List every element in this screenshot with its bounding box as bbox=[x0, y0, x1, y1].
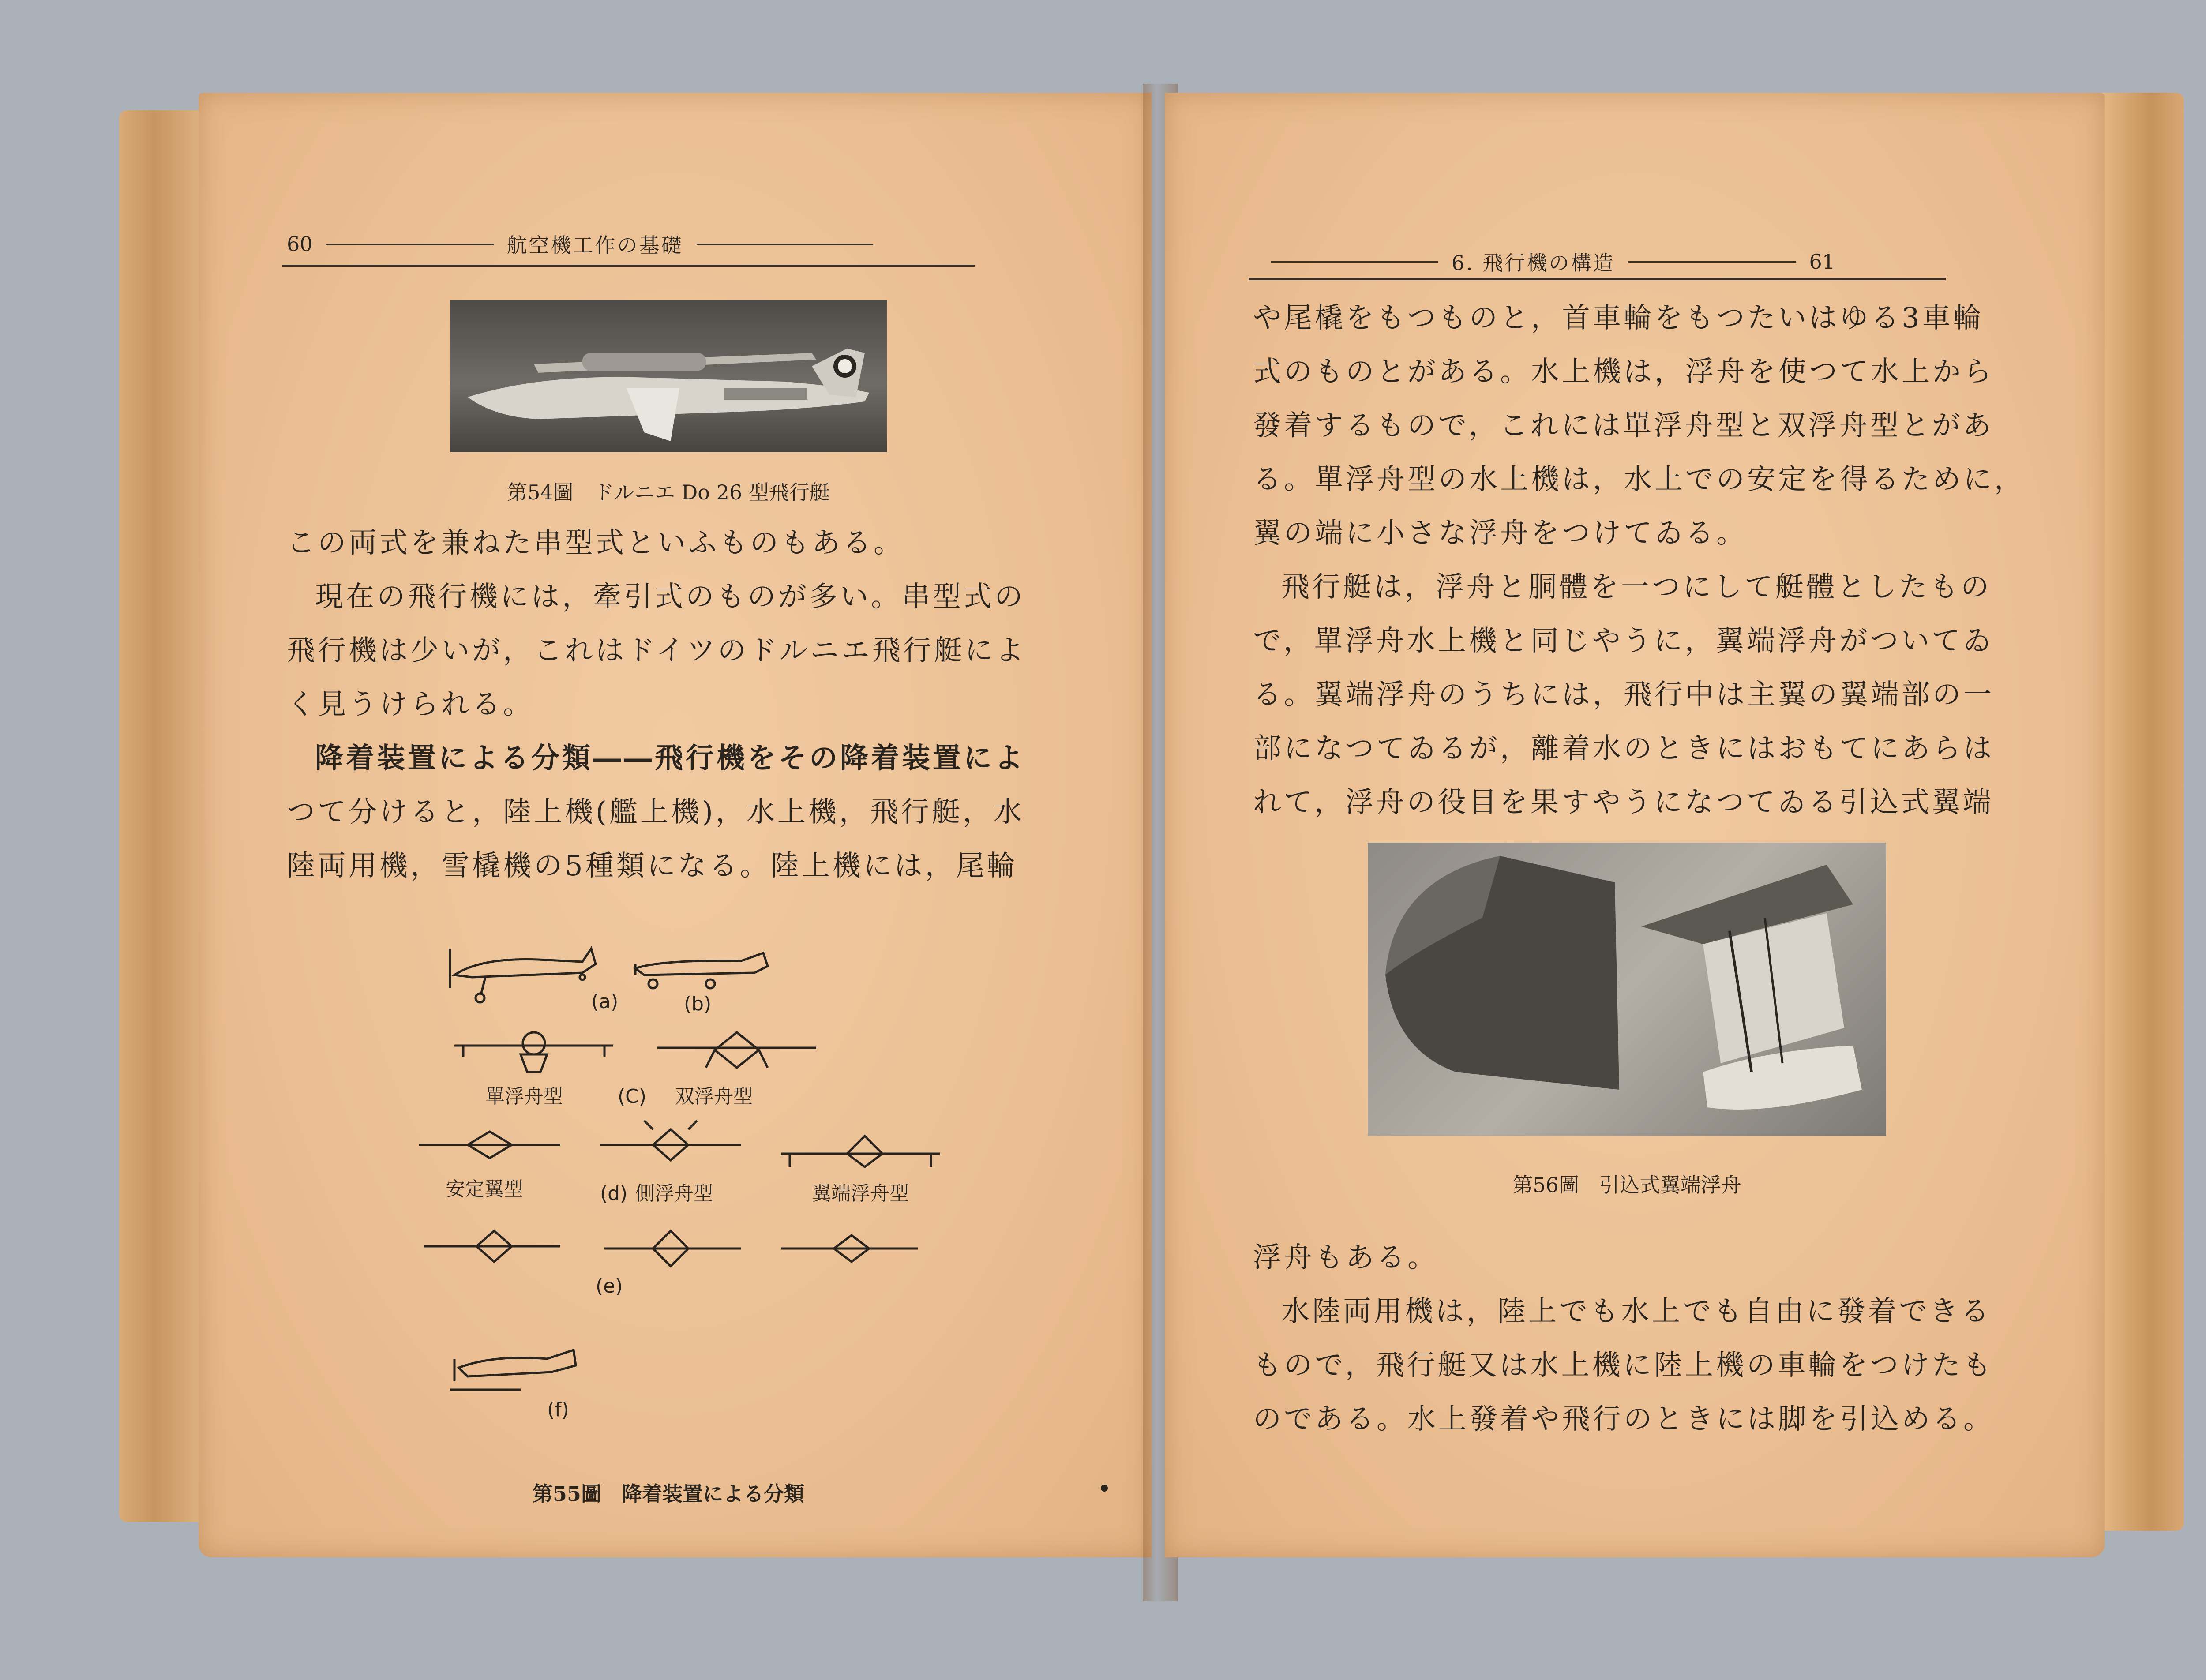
ink-dot bbox=[1101, 1485, 1108, 1492]
label-stabilizer: 安定翼型 bbox=[446, 1178, 523, 1200]
left-page-number: 60 bbox=[287, 232, 313, 256]
fig56-photo bbox=[1368, 843, 1886, 1136]
paragraph-line: で，單浮舟水上機と同じやうに，翼端浮舟がついてゐ bbox=[1253, 625, 1994, 657]
fig55-caption: 第55圖 降着装置による分類 bbox=[532, 1482, 804, 1506]
flying-boat-image bbox=[450, 300, 887, 452]
header-dash bbox=[697, 244, 873, 245]
label-f: (f) bbox=[547, 1399, 569, 1421]
paragraph-line: 部になつてゐるが，離着水のときにはおもてにあらは bbox=[1253, 732, 1994, 765]
left-page bbox=[199, 93, 1152, 1557]
left-header-rule bbox=[282, 265, 975, 267]
paragraph-line: や尾橇をもつものと，首車輪をもつたいはゆる3車輪 bbox=[1253, 302, 1984, 334]
fig55-diagram bbox=[406, 922, 1024, 1451]
right-body-text-bottom bbox=[1253, 1231, 1994, 1446]
fig56-caption: 第56圖 引込式翼端浮舟 bbox=[1512, 1173, 1741, 1197]
label-b: (b) bbox=[684, 993, 712, 1015]
right-header-rule bbox=[1249, 278, 1946, 280]
open-book bbox=[119, 84, 2184, 1593]
section-heading-line: 降着装置による分類――飛行機をその降着装置によ bbox=[315, 742, 1025, 775]
paragraph-line: のである。水上發着や飛行のときには脚を引込める。 bbox=[1253, 1403, 1994, 1436]
retractable-float-image bbox=[1368, 843, 1886, 1136]
label-a: (a) bbox=[591, 990, 619, 1013]
paragraph-line: 式のものとがある。水上機は，浮舟を使つて水上から bbox=[1253, 356, 1994, 388]
paragraph-line: く見うけられる。 bbox=[287, 688, 534, 721]
paragraph-line: この両式を兼ねた串型式といふものもある。 bbox=[287, 527, 904, 559]
right-page-number: 61 bbox=[1809, 250, 1835, 274]
paragraph-line: 飛行艇は，浮舟と胴體を一つにして艇體としたもの bbox=[1281, 571, 1992, 604]
paragraph-line: つて分けると，陸上機(艦上機)，水上機，飛行艇，水 bbox=[287, 796, 1024, 829]
paragraph-line: る。單浮舟型の水上機は，水上での安定を得るために， bbox=[1253, 463, 2025, 496]
label-c: (C) bbox=[618, 1085, 647, 1108]
fig54-photo bbox=[450, 300, 887, 452]
page-edges-right bbox=[2100, 93, 2184, 1531]
left-running-title: 航空機工作の基礎 bbox=[506, 233, 683, 257]
left-body-text bbox=[287, 516, 1027, 893]
paragraph-line: る。翼端浮舟のうちには，飛行中は主翼の翼端部の一 bbox=[1253, 679, 1994, 711]
label-tip-float: 翼端浮舟型 bbox=[812, 1182, 909, 1205]
page-edges-left bbox=[119, 110, 207, 1522]
header-dash bbox=[1271, 261, 1438, 262]
right-body-text-top bbox=[1253, 291, 2025, 829]
paragraph-line: 水陸両用機は，陸上でも水上でも自由に發着できる bbox=[1281, 1295, 1992, 1328]
paragraph-line: 翼の端に小さな浮舟をつけてゐる。 bbox=[1253, 517, 1747, 550]
fig54-caption: 第54圖 ドルニエ Do 26 型飛行艇 bbox=[507, 480, 830, 504]
header-dash bbox=[326, 244, 494, 245]
right-page bbox=[1165, 93, 2105, 1557]
label-side-float: 側浮舟型 bbox=[635, 1182, 713, 1205]
right-running-title: 6. 飛行機の構造 bbox=[1452, 251, 1615, 275]
header-dash bbox=[1628, 261, 1796, 262]
paragraph-line: 現在の飛行機には，牽引式のものが多い。串型式の bbox=[315, 581, 1025, 613]
label-e: (e) bbox=[596, 1275, 623, 1298]
paragraph-line: 陸両用機，雪橇機の5種類になる。陸上機には，尾輪 bbox=[287, 850, 1018, 882]
label-single-float: 單浮舟型 bbox=[485, 1085, 563, 1108]
left-page-header bbox=[287, 229, 886, 259]
right-page-header bbox=[1257, 247, 1835, 276]
paragraph-line: 浮舟もある。 bbox=[1253, 1241, 1438, 1274]
paragraph-line: もので，飛行艇又は水上機に陸上機の車輪をつけたも bbox=[1253, 1349, 1994, 1382]
label-d: (d) bbox=[600, 1182, 628, 1205]
label-twin-float: 双浮舟型 bbox=[675, 1085, 753, 1108]
paragraph-line: 發着するもので，これには單浮舟型と双浮舟型とがあ bbox=[1253, 409, 1994, 442]
paragraph-line: 飛行機は少いが，これはドイツのドルニエ飛行艇によ bbox=[287, 634, 1027, 667]
paragraph-line: れて，浮舟の役目を果すやうになつてゐる引込式翼端 bbox=[1253, 786, 1994, 819]
